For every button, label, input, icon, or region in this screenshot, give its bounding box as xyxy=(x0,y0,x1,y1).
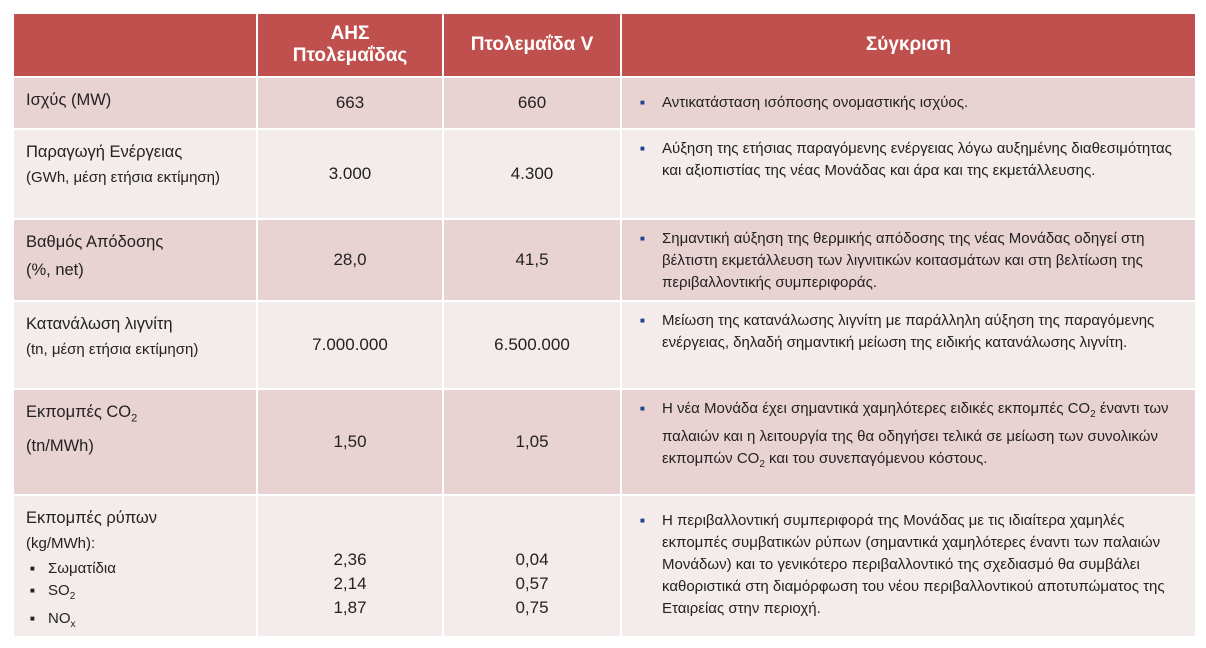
param-label: Εκπομπές ρύπων xyxy=(26,509,158,527)
row-value-a: 1,50 xyxy=(258,390,442,494)
table-row xyxy=(14,390,1195,494)
param-subscript: 2 xyxy=(131,412,138,425)
row-value-b: 41,5 xyxy=(444,220,620,300)
table-row xyxy=(14,220,1195,300)
table-row xyxy=(14,130,1195,218)
comparison-subscript-2: 2 xyxy=(759,459,765,470)
param-label: Ισχύς (MW) xyxy=(26,91,112,109)
header-col-a-line2: Πτολεμαΐδας xyxy=(292,45,408,66)
comparison-text-2: έναντι των παλαιών και η λειτουργία της θα οδηγήσει τελικά σε μείωση των συνολικών εκπομπών CO xyxy=(662,400,1169,467)
pollutant-value-b: 0,04 xyxy=(515,550,549,569)
header-col-b: Πτολεμαΐδα V xyxy=(444,14,620,76)
row-comparison xyxy=(622,302,1195,388)
comparison-text-1: Η νέα Μονάδα έχει σημαντικά χαμηλότερες ειδικές εκπομπές CO xyxy=(662,400,1091,417)
param-sublabel: (%, net) xyxy=(26,261,84,279)
row-param xyxy=(14,220,256,300)
row-param xyxy=(14,78,256,128)
param-sublabel: (kg/MWh): xyxy=(26,535,96,552)
header-col-cmp: Σύγκριση xyxy=(622,14,1195,76)
pollutant-value-a: 2,14 xyxy=(333,574,367,593)
comparison-bullet: ■ Σημαντική αύξηση της θερμικής απόδοσης της νέας Μονάδας οδηγεί στη βέλτιστη εκμετάλλευση των λιγνιτικών κοιτασμάτων και στη βελτίωση της περιβαλλοντικής συμπεριφοράς. xyxy=(648,228,1181,294)
pollutant-list xyxy=(26,558,246,636)
row-param xyxy=(14,496,256,636)
row-value-b xyxy=(444,496,620,636)
param-label: Εκπομπές CO xyxy=(26,403,132,421)
header-param xyxy=(14,14,256,76)
table-header-row xyxy=(14,14,1195,76)
row-value-a: 7.000.000 xyxy=(258,302,442,388)
row-param xyxy=(14,302,256,388)
row-value-a: 663 xyxy=(258,78,442,128)
row-param xyxy=(14,390,256,494)
table-row xyxy=(14,78,1195,128)
header-col-a-line1: ΑΗΣ xyxy=(330,23,370,44)
row-comparison xyxy=(622,78,1195,128)
pollutant-value-a: 1,87 xyxy=(333,598,367,617)
param-sublabel: (GWh, μέση ετήσια εκτίμηση) xyxy=(26,169,221,186)
row-value-b: 4.300 xyxy=(444,130,620,218)
comparison-text-3: και του συνεπαγόμενου κόστους. xyxy=(764,450,988,467)
row-value-a: 3.000 xyxy=(258,130,442,218)
row-value-a xyxy=(258,496,442,636)
pollutant-value-b: 0,57 xyxy=(515,574,549,593)
comparison-subscript-1: 2 xyxy=(1090,409,1096,420)
table-row xyxy=(14,302,1195,388)
row-param xyxy=(14,130,256,218)
pollutant-item: ■ Σωματίδια xyxy=(26,558,246,580)
comparison-bullet: ■ Αύξηση της ετήσιας παραγόμενης ενέργειας λόγω αυξημένης διαθεσιμότητας και αξιοπιστίας της νέας Μονάδας και άρα και της εκμετάλλευσης. xyxy=(648,138,1181,182)
param-label: Παραγωγή Ενέργειας xyxy=(26,143,183,161)
comparison-table xyxy=(12,12,1195,638)
row-value-b: 660 xyxy=(444,78,620,128)
table-row xyxy=(14,496,1195,636)
param-label: Βαθμός Απόδοσης xyxy=(26,233,164,251)
pollutant-item: ■ $NO_x$ xyxy=(26,608,246,636)
pollutant-value-b: 0,75 xyxy=(515,598,549,617)
comparison-bullet: ■ Μείωση της κατανάλωσης λιγνίτη με παράλληλη αύξηση της παραγόμενης ενέργειας, δηλαδή σημαντική μείωση της ειδικής κατανάλωσης λιγνίτη. xyxy=(648,310,1181,354)
row-value-a: 28,0 xyxy=(258,220,442,300)
row-comparison xyxy=(622,390,1195,494)
pollutant-value-a: 2,36 xyxy=(333,550,367,569)
row-comparison xyxy=(622,130,1195,218)
param-sublabel: (tn/MWh) xyxy=(26,437,94,456)
param-label: Κατανάλωση λιγνίτη xyxy=(26,315,173,333)
row-value-b: 1,05 xyxy=(444,390,620,494)
comparison-bullet xyxy=(648,398,1181,476)
param-sublabel: (tn, μέση ετήσια εκτίμηση) xyxy=(26,341,199,358)
row-value-b: 6.500.000 xyxy=(444,302,620,388)
row-comparison xyxy=(622,496,1195,636)
comparison-bullet: ■ Αντικατάσταση ισόποσης ονομαστικής ισχύος. xyxy=(648,92,1181,114)
comparison-bullet: ■ Η περιβαλλοντική συμπεριφορά της Μονάδας με τις ιδιαίτερα χαμηλές εκπομπές συμβατικών ρύπων (σημαντικά χαμηλότερες έναντι των παλαιών Μονάδων) και το γενικότερο περιβαλλοντικό της σχεδιασμό θα συμβάλει καθοριστικά στη διαμόρφωση του νέου περιβαλλοντικού αποτυπώματος της Εταιρείας στην περιοχή. xyxy=(648,510,1181,620)
row-comparison xyxy=(622,220,1195,300)
header-col-a xyxy=(258,14,442,76)
pollutant-item: ■ $SO_2$ xyxy=(26,580,246,608)
